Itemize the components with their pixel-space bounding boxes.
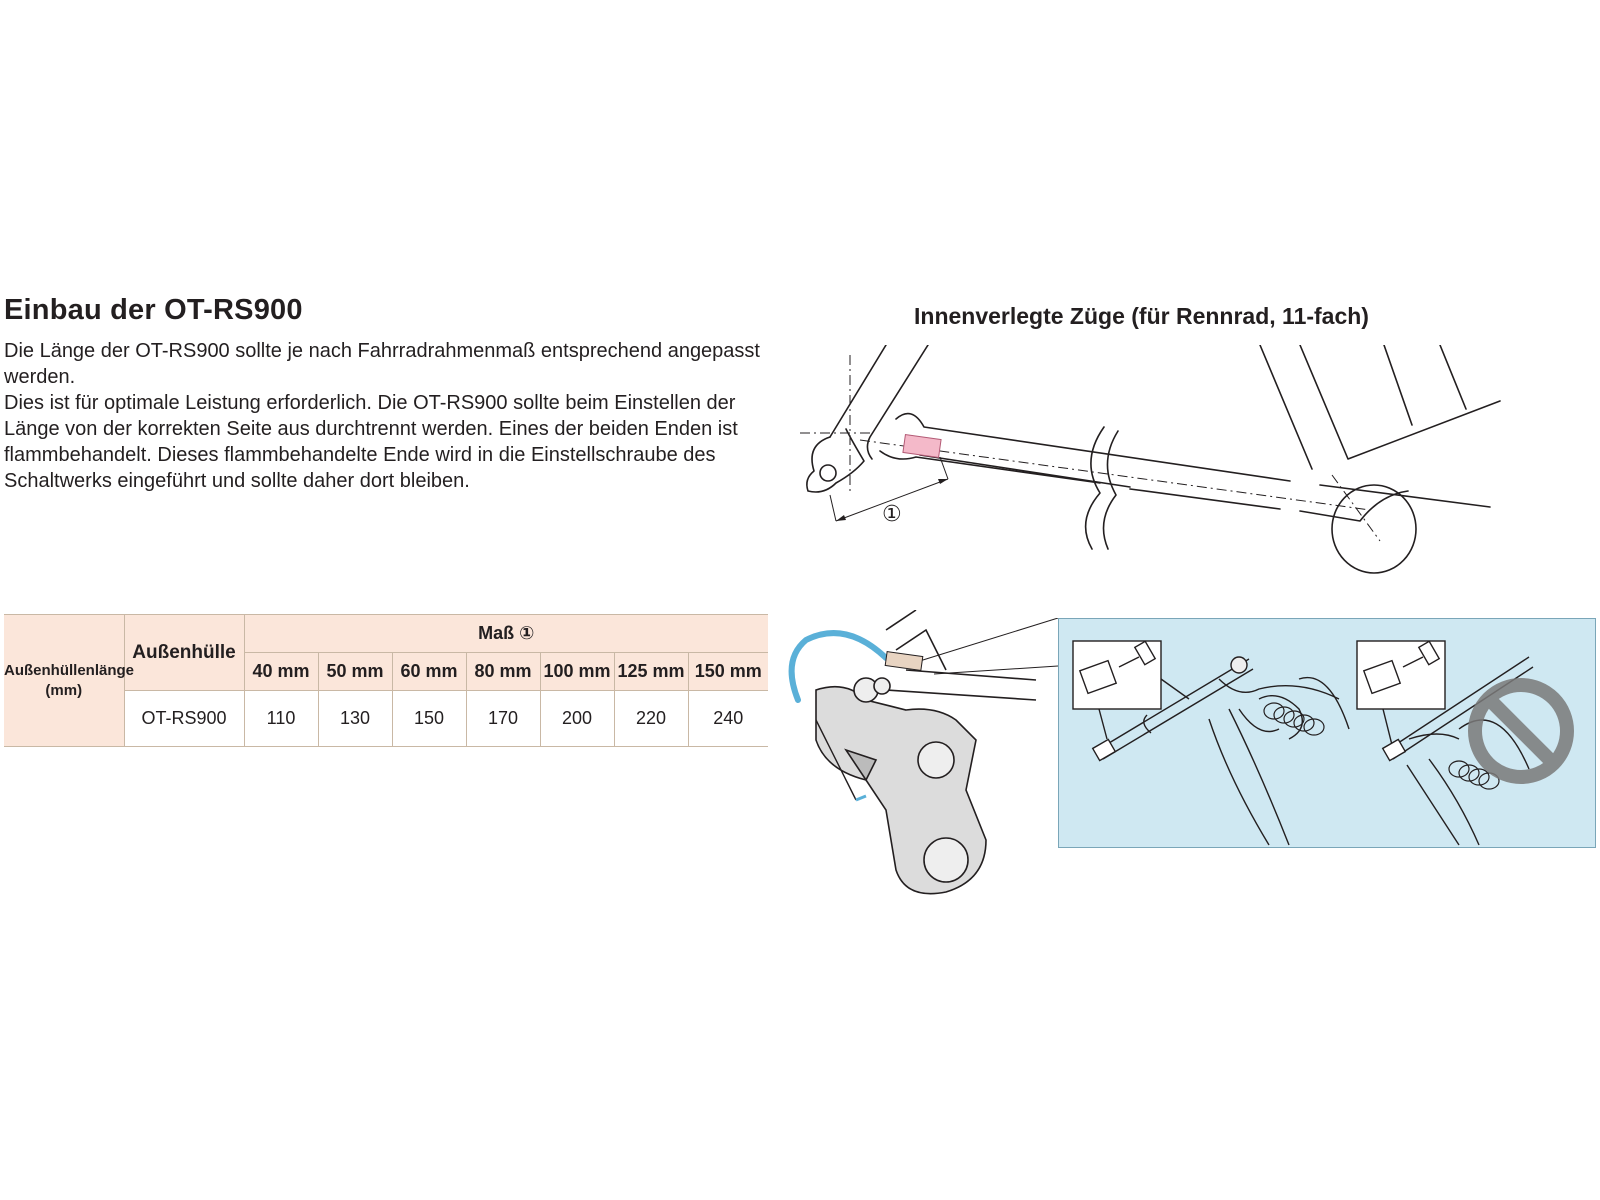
size-header-60: 60 mm (392, 653, 466, 691)
section-title: Einbau der OT-RS900 (4, 294, 303, 326)
table-cell: 240 (688, 691, 768, 747)
size-header-100: 100 mm (540, 653, 614, 691)
no-sign-icon (1475, 685, 1567, 777)
size-header-50: 50 mm (318, 653, 392, 691)
size-header-40: 40 mm (244, 653, 318, 691)
dimension-marker: ① (882, 502, 902, 527)
dropout (807, 429, 864, 492)
correct-cutting-inset (1058, 618, 1596, 848)
bottom-bracket (1332, 485, 1416, 573)
rear-derailleur-illustration (786, 610, 1066, 910)
outer-casing-header: Außenhülle (124, 615, 244, 691)
table-cell: 130 (318, 691, 392, 747)
dropout-axle (820, 465, 836, 481)
table-cell: 200 (540, 691, 614, 747)
table-cell: 170 (466, 691, 540, 747)
correct-cut-illustration (1073, 641, 1349, 845)
intro-paragraph-1: Die Länge der OT-RS900 sollte je nach Fahrradrahmenmaß entsprechend angepasst werden. (4, 340, 760, 388)
row-header-line-1: Außenhüllenlänge (4, 661, 135, 679)
table-cell: 220 (614, 691, 688, 747)
row-header-outer-casing-length (4, 615, 135, 747)
intro-paragraph-2: Dies ist für optimale Leistung erforderlich. Die OT-RS900 sollte beim Einstellen der Länge von der korrekten Seite aus durchtrennt werden. Eines der beiden Enden ist flammbehandelt. Dieses flammbehandelte Ende wird in die Einstellschraube des Schaltwerks eingeführt und sollte daher dort bleiben. (4, 392, 738, 492)
dimension-header: Maß ① (244, 615, 768, 653)
frame-diagram (800, 345, 1520, 575)
intro-text (4, 338, 784, 494)
table-cell: 110 (244, 691, 318, 747)
table-cell: 150 (392, 691, 466, 747)
size-header-80: 80 mm (466, 653, 540, 691)
size-header-125: 125 mm (614, 653, 688, 691)
row-header-line-2: (mm) (45, 681, 83, 699)
incorrect-cut-illustration (1357, 641, 1533, 845)
seat-tube (1260, 345, 1312, 469)
size-header-150: 150 mm (688, 653, 768, 691)
row-name: OT-RS900 (124, 691, 244, 747)
flame-treated-end-marker (903, 435, 941, 458)
diagram-title: Innenverlegte Züge (für Rennrad, 11-fach) (914, 303, 1369, 329)
seat-stay (830, 345, 886, 437)
outer-casing-length-table (4, 614, 768, 747)
chainstay-top (897, 345, 1520, 427)
